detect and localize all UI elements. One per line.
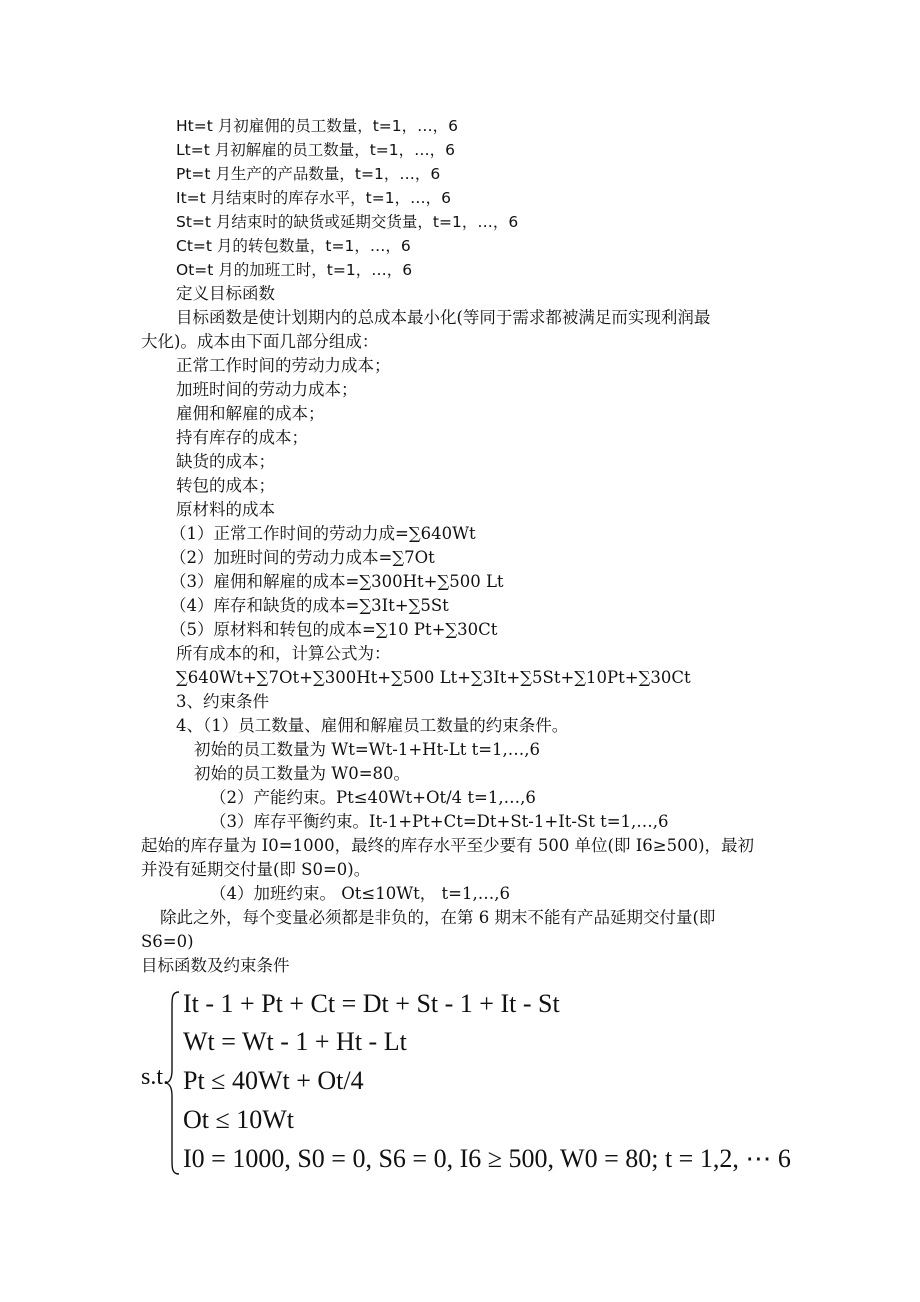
inventory-balance-equation: It - 1 + Pt + Ct = Dt + St - 1 + It - St (183, 989, 560, 1018)
total-cost-formula: ∑640Wt+∑7Ot+∑300Ht+∑500 Lt+∑3It+∑5St+∑10Pt+∑30Ct (176, 668, 691, 687)
cost-item: 转包的成本； (176, 476, 275, 495)
constraint-4-overtime: （4）加班约束。 Ot≤10Wt， t=1,…,6 (210, 884, 510, 903)
variable-lt: Lt=t 月初解雇的员工数量，t=1，…，6 (176, 141, 455, 159)
nonnegativity-line-1: 除此之外，每个变量必须都是非负的，在第 6 期末不能有产品延期交付量(即 (160, 908, 716, 927)
capacity-inequality: Pt ≤ 40Wt + Ot/4 (183, 1066, 364, 1095)
objective-heading: 定义目标函数 (176, 284, 275, 303)
cost-formula: （2）加班时间的劳动力成本=∑7Ot (170, 548, 435, 567)
cost-item: 原材料的成本 (176, 500, 275, 519)
constraint-1-initial: 初始的员工数量为 W0=80。 (194, 764, 411, 783)
objective-paragraph-line-1: 目标函数是使计划期内的总成本最小化(等同于需求都被满足而实现利润最 (176, 308, 711, 327)
cost-item: 正常工作时间的劳动力成本； (176, 356, 391, 375)
constraint-2-capacity: （2）产能约束。Pt≤40Wt+Ot/4 t=1,…,6 (210, 788, 536, 807)
variable-st: St=t 月结束时的缺货或延期交货量，t=1，…，6 (176, 213, 519, 231)
total-cost-intro: 所有成本的和，计算公式为： (176, 644, 391, 663)
cost-formula: （4）库存和缺货的成本=∑3It+∑5St (170, 596, 449, 615)
cost-item: 缺货的成本； (176, 452, 275, 471)
subject-to-label: s.t. (141, 1064, 170, 1090)
variable-ot: Ot=t 月的加班工时，t=1，…，6 (176, 261, 413, 279)
constraint-1-title: 4、（1）员工数量、雇佣和解雇员工数量的约束条件。 (176, 716, 569, 735)
objective-paragraph-line-2: 大化)。成本由下面几部分组成： (141, 332, 379, 351)
constraint-3-inventory: （3）库存平衡约束。It-1+Pt+Ct=Dt+St-1+It-St t=1,…,6 (210, 812, 669, 831)
cost-item: 雇佣和解雇的成本； (176, 404, 325, 423)
variable-it: It=t 月结束时的库存水平，t=1，…，6 (176, 189, 451, 207)
constraint-3-note-line-2: 并没有延期交付量(即 S0=0)。 (141, 860, 371, 879)
constraint-1-workforce: 初始的员工数量为 Wt=Wt-1+Ht-Lt t=1,…,6 (194, 740, 541, 759)
variable-pt: Pt=t 月生产的产品数量，t=1，…，6 (176, 165, 441, 183)
overtime-inequality: Ot ≤ 10Wt (183, 1105, 295, 1134)
variable-ht: Ht=t 月初雇佣的员工数量，t=1，…，6 (176, 117, 459, 135)
nonnegativity-line-2: S6=0) (141, 932, 194, 951)
cost-item: 持有库存的成本； (176, 428, 308, 447)
cost-formula: （3）雇佣和解雇的成本=∑300Ht+∑500 Lt (170, 572, 504, 591)
cost-formula: （5）原材料和转包的成本=∑10 Pt+∑30Ct (170, 620, 498, 639)
workforce-equation: Wt = Wt - 1 + Ht - Lt (183, 1027, 407, 1056)
cost-formula: （1）正常工作时间的劳动力成=∑640Wt (170, 524, 476, 543)
summary-heading: 目标函数及约束条件 (141, 956, 290, 975)
variable-ct: Ct=t 月的转包数量，t=1，…，6 (176, 237, 411, 255)
constraints-heading: 3、约束条件 (176, 692, 269, 711)
constraint-3-note-line-1: 起始的库存量为 I0=1000，最终的库存水平至少要有 500 单位(即 I6≥500)，最初 (141, 836, 755, 855)
initial-conditions: I0 = 1000, S0 = 0, S6 = 0, I6 ≥ 500, W0 = 80; t = 1,2, ⋯ 6 (183, 1144, 791, 1173)
cost-item: 加班时间的劳动力成本； (176, 380, 358, 399)
left-brace-icon (165, 990, 181, 1176)
